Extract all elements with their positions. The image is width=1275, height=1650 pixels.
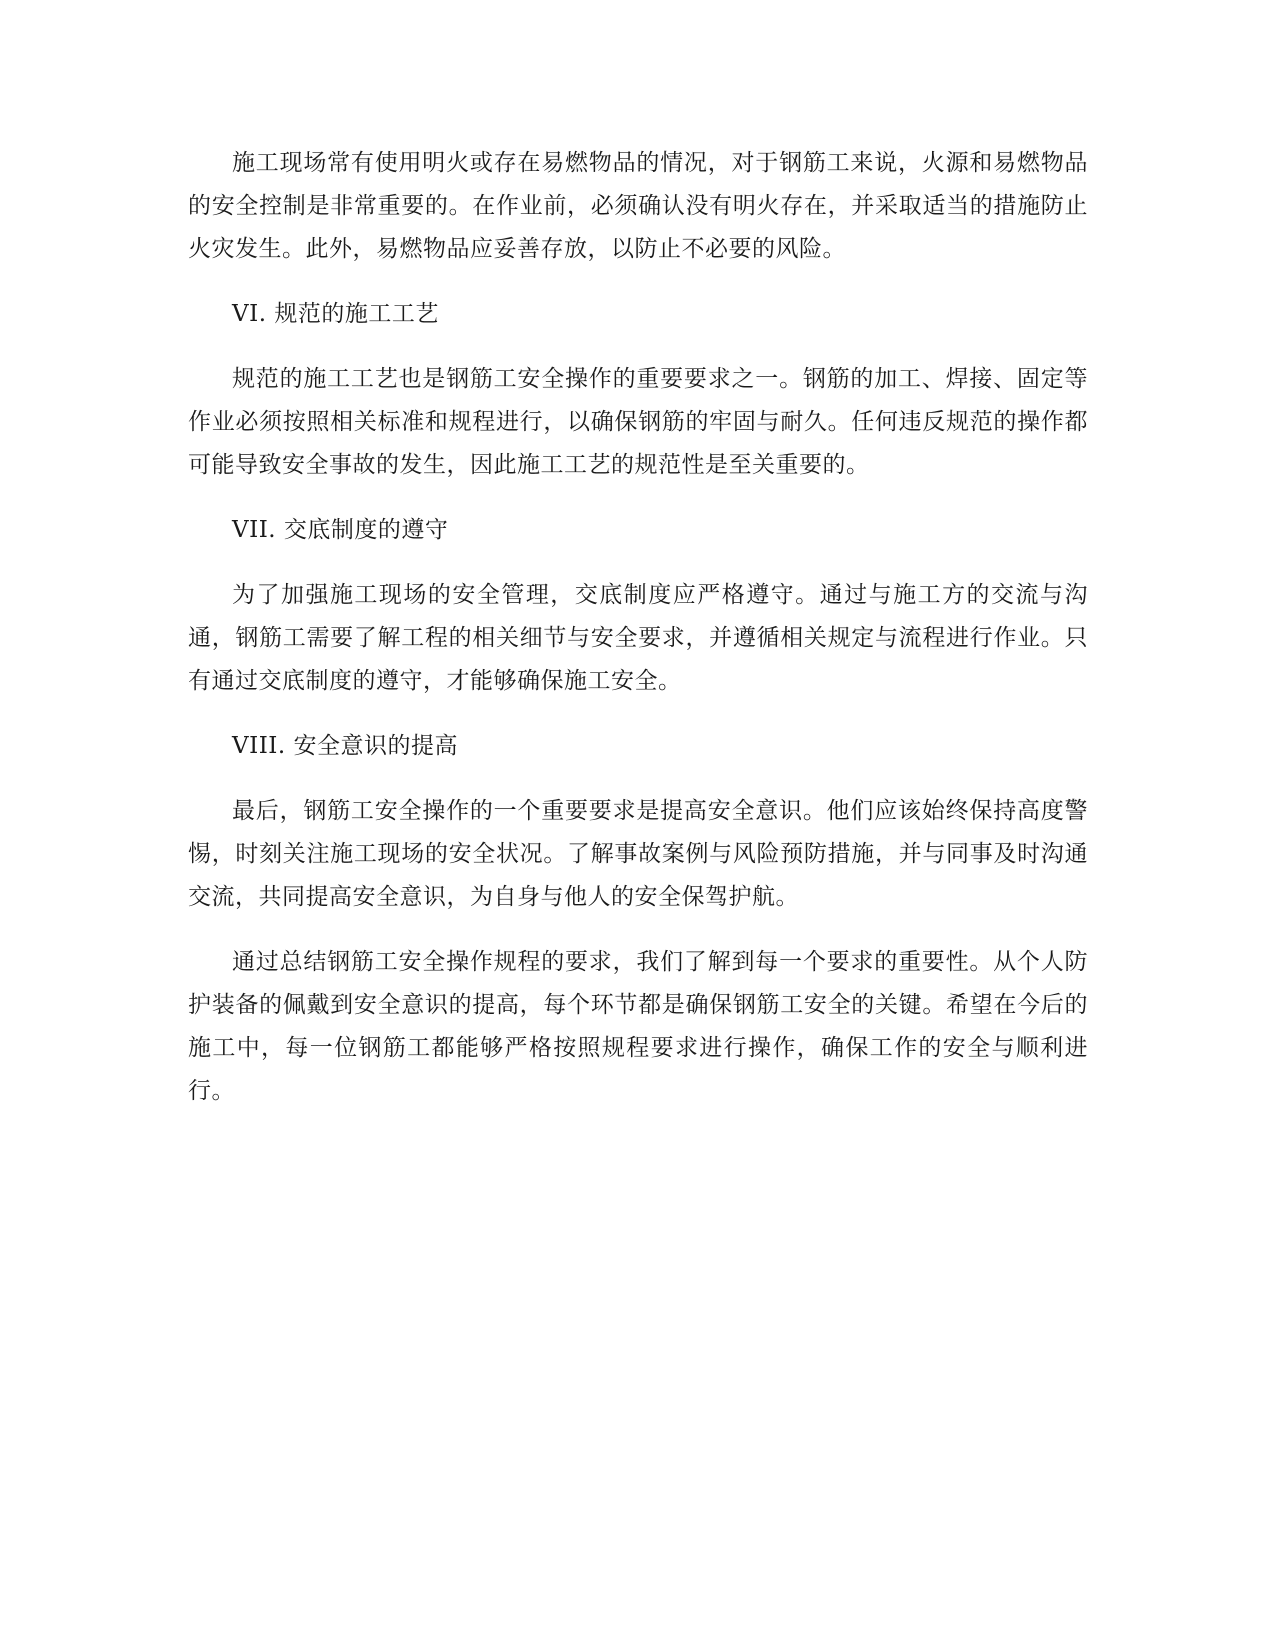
document-body	[188, 142, 1088, 1135]
paragraph-fire-safety: 施工现场常有使用明火或存在易燃物品的情况，对于钢筋工来说，火源和易燃物品的安全控制是非常重要的。在作业前，必须确认没有明火存在，并采取适当的措施防止火灾发生。此外，易燃物品应妥善存放，以防止不必要的风险。	[188, 150, 1088, 262]
heading-section-vii: VII. 交底制度的遵守	[232, 517, 449, 543]
paragraph-conclusion: 通过总结钢筋工安全操作规程的要求，我们了解到每一个要求的重要性。从个人防护装备的佩戴到安全意识的提高，每个环节都是确保钢筋工安全的关键。希望在今后的施工中，每一位钢筋工都能够严格按照规程要求进行操作，确保工作的安全与顺利进行。	[188, 949, 1088, 1104]
heading-section-viii: VIII. 安全意识的提高	[232, 733, 458, 759]
heading-section-vi: VI. 规范的施工工艺	[232, 301, 439, 327]
paragraph-construction-process: 规范的施工工艺也是钢筋工安全操作的重要要求之一。钢筋的加工、焊接、固定等作业必须按照相关标准和规程进行，以确保钢筋的牢固与耐久。任何违反规范的操作都可能导致安全事故的发生，因此施工工艺的规范性是至关重要的。	[188, 366, 1088, 478]
paragraph-briefing-system: 为了加强施工现场的安全管理，交底制度应严格遵守。通过与施工方的交流与沟通，钢筋工需要了解工程的相关细节与安全要求，并遵循相关规定与流程进行作业。只有通过交底制度的遵守，才能够确保施工安全。	[188, 582, 1088, 694]
paragraph-safety-awareness: 最后，钢筋工安全操作的一个重要要求是提高安全意识。他们应该始终保持高度警惕，时刻关注施工现场的安全状况。了解事故案例与风险预防措施，并与同事及时沟通交流，共同提高安全意识，为自身与他人的安全保驾护航。	[188, 798, 1088, 910]
